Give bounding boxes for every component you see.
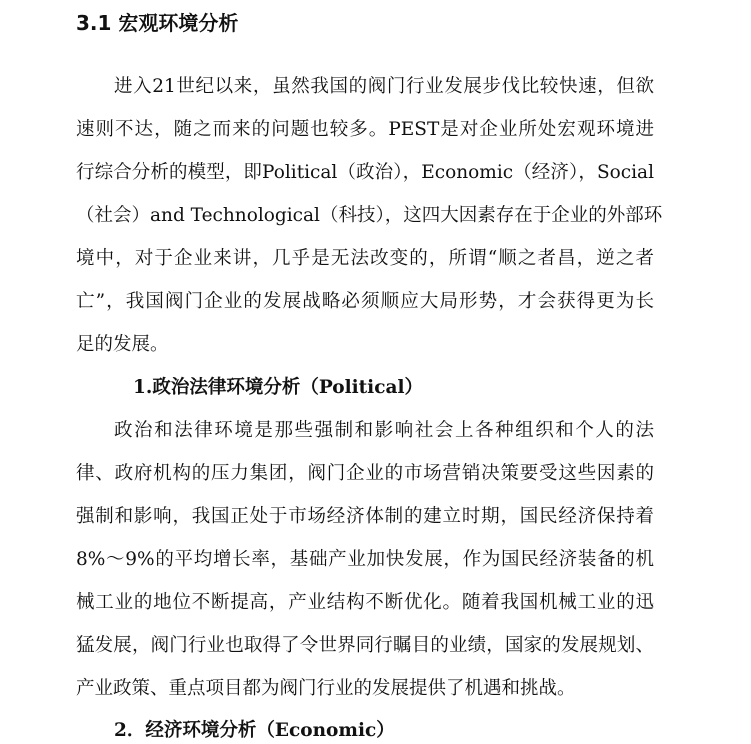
paragraph-1-line-4: （社会）and Technological（科技），这四大因素存在于企业的外部环 (76, 205, 663, 226)
subsection-1-heading: 1.政治法律环境分析（Political） (133, 377, 423, 398)
subsection-2-heading: 2．经济环境分析（Economic） (114, 720, 395, 741)
paragraph-2-line-1: 政治和法律环境是那些强制和影响社会上各种组织和个人的法 (114, 420, 654, 441)
section-heading: 3.1 宏观环境分析 (76, 11, 239, 35)
paragraph-2-line-7: 产业政策、重点项目都为阀门行业的发展提供了机遇和挑战。 (76, 678, 576, 699)
paragraph-2-line-2: 律、政府机构的压力集团，阀门企业的市场营销决策要受这些因素的 (76, 463, 654, 484)
paragraph-1-line-1: 进入21世纪以来，虽然我国的阀门行业发展步伐比较快速，但欲 (114, 76, 654, 97)
paragraph-1-line-5: 境中，对于企业来讲，几乎是无法改变的，所谓“顺之者昌，逆之者 (76, 248, 654, 269)
paragraph-2-line-5: 械工业的地位不断提高，产业结构不断优化。随着我国机械工业的迅 (76, 592, 654, 613)
paragraph-1-line-2: 速则不达，随之而来的问题也较多。PEST是对企业所处宏观环境进 (76, 119, 654, 140)
paragraph-1-line-3: 行综合分析的模型，即Political（政治），Economic（经济），Social (76, 162, 654, 183)
paragraph-1-line-6: 亡”，我国阀门企业的发展战略必须顺应大局形势，才会获得更为长 (76, 291, 654, 312)
paragraph-2-line-3: 强制和影响，我国正处于市场经济体制的建立时期，国民经济保持着 (76, 506, 654, 527)
paragraph-2-line-6: 猛发展，阀门行业也取得了令世界同行瞩目的业绩，国家的发展规划、 (76, 635, 654, 656)
paragraph-1-line-7: 足的发展。 (76, 334, 169, 355)
paragraph-2-line-4: 8%～9%的平均增长率，基础产业加快发展，作为国民经济装备的机 (76, 549, 654, 570)
